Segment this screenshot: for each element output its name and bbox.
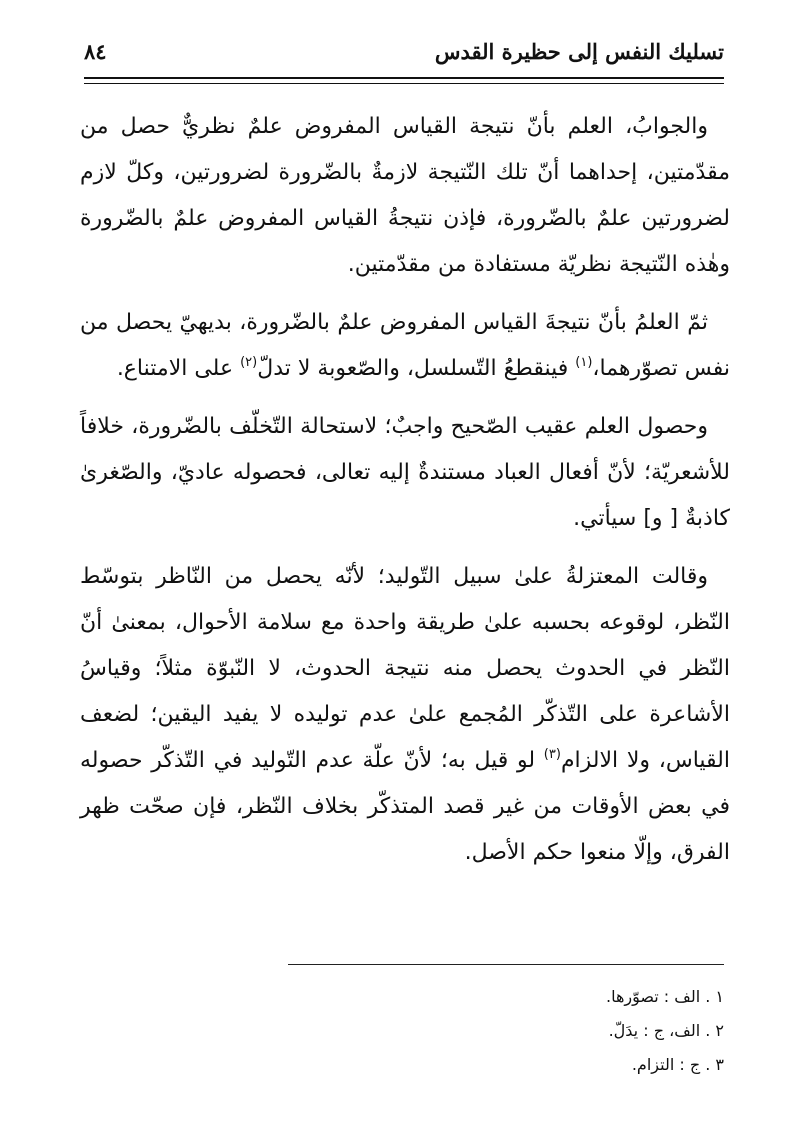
paragraph-2-part-2: فينقطعُ التّسلسل، والصّعوبة لا تدلّ [257,356,576,381]
footnote-ref-2: (٢) [240,355,258,370]
running-header [84,36,724,72]
paragraph-4 [80,554,730,876]
footnote-1: ١ . الف : تصوّرها. [605,987,724,1006]
footnote-separator [288,964,724,965]
header-rule-thin [84,83,724,84]
page-number: ٨٤ [84,39,107,64]
paragraph-2 [80,300,730,392]
paragraph-2-part-3: على الامتناع. [116,356,241,381]
footnotes [288,980,724,1082]
paragraph-4-part-2: لو قيل به؛ لأنّ علّة عدم التّوليد في التّذكّر حصوله في بعض الأوقات من غير قصد المتذكّر بخلاف النّظر، فإن صحّت ظهر الفرق، وإلّا منعوا حكم الأصل. [80,748,730,865]
paragraph-3: وحصول العلم عقيب الصّحيح واجبٌ؛ لاستحالة التّخلّف بالضّرورة، خلافاً للأشعريّة؛ لأنّ أفعال العباد مستندةٌ إليه تعالى، فحصوله عاديّ، والصّغرىٰ كاذبةٌ [ و] سيأتي. [80,414,730,531]
paragraph-2-part-1: ثمّ العلمُ بأنّ نتيجةَ القياس المفروض علمٌ بالضّرورة، بديهيّ يحصل من نفس تصوّرهما، [80,310,730,381]
paragraph-1: والجوابُ، العلم بأنّ نتيجة القياس المفروض علمٌ نظريٌّ حصل من مقدّمتين، إحداهما أنّ تلك النّتيجة لازمةٌ بالضّرورة لضرورتين، وكلّ لازم لضرورتين علمٌ بالضّرورة، فإذن نتيجةُ القياس المفروض علمٌ بالضّرورة وهٰذه النّتيجة نظريّة مستفادة من مقدّمتين. [80,114,730,277]
paragraph-4-part-1: وقالت المعتزلةُ علىٰ سبيل التّوليد؛ لأنّه يحصل من النّاظر بتوسّط النّظر، لوقوعه بحسبه علىٰ طريقة واحدة مع سلامة الأحوال، بمعنىٰ أنّ النّظر في الحدوث يحصل منه نتيجة الحدوث، لا النّبوّة مثلاً؛ وقياسُ الأشاعرة على التّذكّر المُجمع علىٰ عدم توليده لا يفيد اليقين؛ لضعف القياس، ولا الالزام [80,564,730,773]
header-rule-thick [84,77,724,79]
main-text [80,104,730,876]
running-title: تسليك النفس إلى حظيرة القدس [434,39,724,64]
footnote-2: ٢ . الف، ج : يدَلّ. [608,1021,724,1040]
footnote-ref-3: (٣) [543,747,561,762]
footnote-ref-1: (١) [575,355,593,370]
footnote-3: ٣ . ج : التزام. [631,1055,724,1074]
